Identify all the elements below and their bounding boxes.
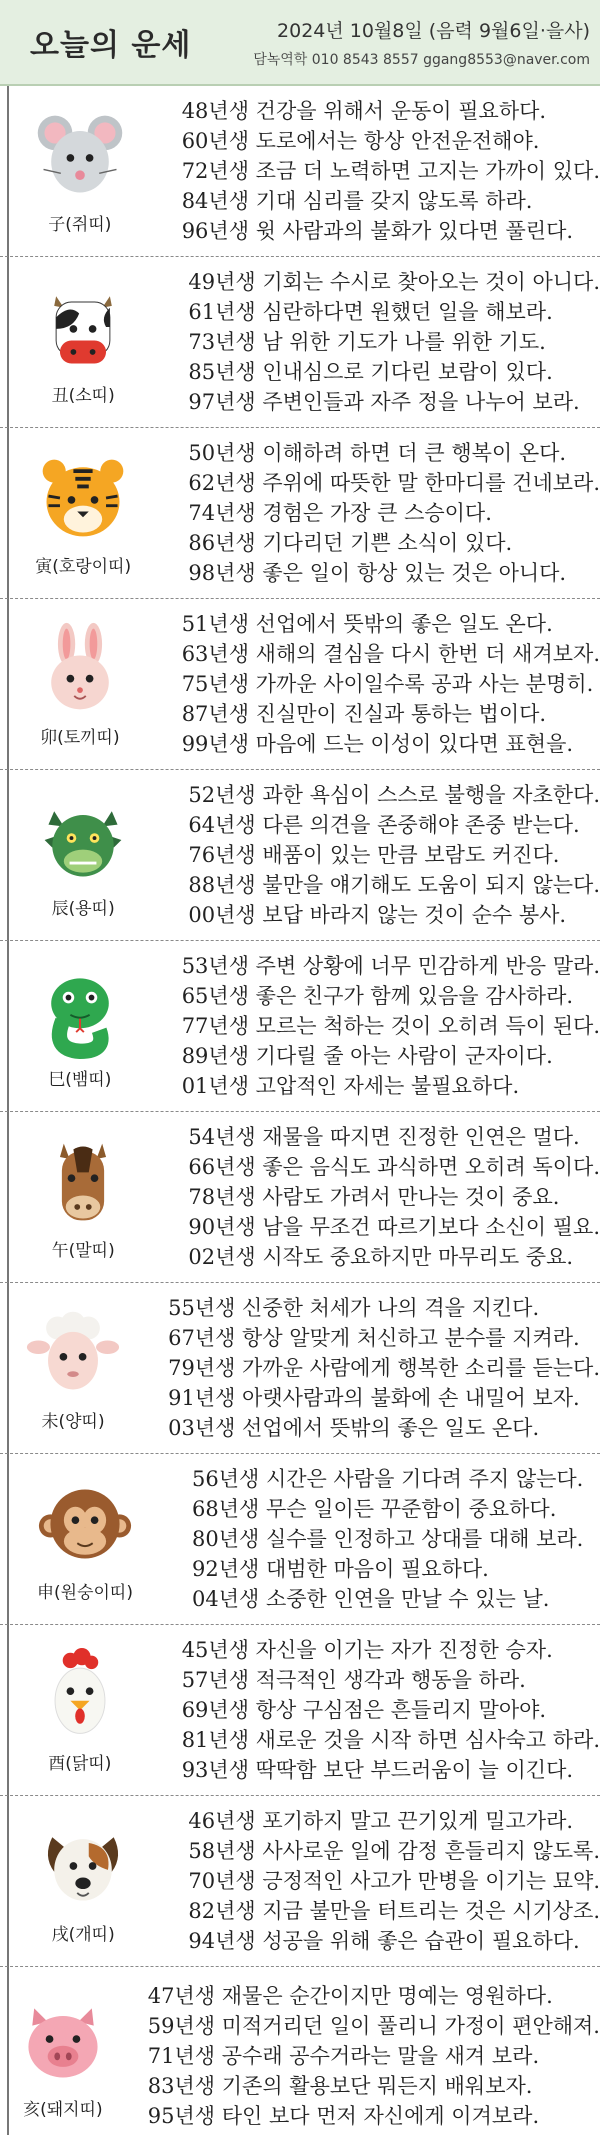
zodiac-label: 卯(토끼띠) xyxy=(40,727,120,748)
fortune-lines xyxy=(166,428,600,598)
zodiac-label: 申(원숭이띠) xyxy=(37,1582,133,1603)
fortune-line: 46년생 포기하지 말고 끈기있게 밀고가라. xyxy=(188,1809,574,1833)
zodiac-row xyxy=(0,1967,600,2145)
fortune-line: 92년생 대범한 마음이 필요하다. xyxy=(192,1557,489,1581)
fortune-line: 76년생 배품이 있는 만큼 보람도 커진다. xyxy=(188,843,560,867)
fortune-line: 99년생 마음에 드는 이성이 있다면 표현을. xyxy=(181,732,574,756)
date-text: 2024년 10월8일 (음력 9월6일·을사) xyxy=(277,19,590,42)
fortune-line: 80년생 실수를 인정하고 상대를 대해 보라. xyxy=(192,1527,584,1551)
fortune-line: 57년생 적극적인 생각과 행동을 하라. xyxy=(181,1668,526,1692)
fortune-line: 71년생 공수래 공수거라는 말을 새겨 보라. xyxy=(147,2044,540,2068)
animal-cell xyxy=(0,428,166,598)
zodiac-row xyxy=(0,428,600,599)
fortune-line: 94년생 성공을 위해 좋은 습관이 필요하다. xyxy=(188,1929,580,1953)
fortune-line: 50년생 이해하려 하면 더 큰 행복이 온다. xyxy=(188,441,567,465)
tiger-icon xyxy=(35,450,131,546)
fortune-line: 89년생 기다릴 줄 아는 사람이 군자이다. xyxy=(181,1044,553,1068)
zodiac-row xyxy=(0,1625,600,1796)
zodiac-row xyxy=(0,599,600,770)
fortune-lines xyxy=(166,1796,600,1966)
fortune-line: 90년생 남을 무조건 따르기보다 소신이 필요. xyxy=(188,1215,600,1239)
fortune-line: 82년생 지금 불만을 터트리는 것은 시기상조. xyxy=(188,1899,600,1923)
zodiac-row xyxy=(0,1796,600,1967)
fortune-lines xyxy=(166,1112,600,1282)
fortune-line: 51년생 선업에서 뜻밖의 좋은 일도 온다. xyxy=(181,612,553,636)
header xyxy=(0,0,600,86)
zodiac-row xyxy=(0,257,600,428)
zodiac-label: 寅(호랑이띠) xyxy=(35,556,132,577)
fortune-line: 88년생 불만을 얘기해도 도움이 되지 않는다. xyxy=(188,873,600,897)
fortune-line: 85년생 인내심으로 기다린 보람이 있다. xyxy=(188,360,553,384)
fortune-line: 81년생 새로운 것을 시작 하면 심사숙고 하라. xyxy=(181,1728,600,1752)
fortune-line: 59년생 미적거리던 일이 풀리니 가정이 편안해져. xyxy=(147,2014,600,2038)
fortune-line: 54년생 재물을 따지면 진정한 인연은 멀다. xyxy=(188,1125,580,1149)
fortune-line: 98년생 좋은 일이 항상 있는 것은 아니다. xyxy=(188,561,567,585)
fortune-line: 93년생 딱딱함 보단 부드러움이 늘 이긴다. xyxy=(181,1758,574,1782)
animal-cell xyxy=(0,1454,170,1624)
fortune-line: 02년생 시작도 중요하지만 마무리도 중요. xyxy=(188,1245,574,1269)
fortune-line: 04년생 소중한 인연을 만날 수 있는 날. xyxy=(192,1587,550,1611)
sheep-icon xyxy=(25,1305,121,1401)
zodiac-label: 戌(개띠) xyxy=(51,1924,115,1945)
zodiac-label: 未(양띠) xyxy=(41,1411,105,1432)
fortune-line: 96년생 윗 사람과의 불화가 있다면 풀린다. xyxy=(181,219,574,243)
zodiac-row xyxy=(0,770,600,941)
fortune-line: 69년생 항상 구심점은 흔들리지 말아야. xyxy=(181,1698,547,1722)
zodiac-list xyxy=(0,86,600,2145)
fortune-line: 79년생 가까운 사람에게 행복한 소리를 듣는다. xyxy=(168,1356,600,1380)
fortune-line: 70년생 긍정적인 사고가 만병을 이기는 묘약. xyxy=(188,1869,600,1893)
fortune-line: 49년생 기회는 수시로 찾아오는 것이 아니다. xyxy=(188,270,600,294)
animal-cell xyxy=(0,1283,146,1453)
fortune-line: 73년생 남 위한 기도가 나를 위한 기도. xyxy=(188,330,546,354)
contact-text: 담녹역학 010 8543 8557 ggang8553@naver.com xyxy=(253,51,590,68)
animal-cell xyxy=(0,770,166,940)
fortune-line: 52년생 과한 욕심이 스스로 불행을 자초한다. xyxy=(188,783,600,807)
fortune-lines xyxy=(170,1454,600,1624)
fortune-line: 91년생 아랫사람과의 불화에 손 내밀어 보자. xyxy=(168,1386,580,1410)
fortune-line: 83년생 기존의 활용보단 뭐든지 배워보자. xyxy=(147,2074,533,2098)
zodiac-label: 子(쥐띠) xyxy=(48,214,112,235)
fortune-lines xyxy=(126,1967,600,2145)
zodiac-label: 巳(뱀띠) xyxy=(48,1069,112,1090)
zodiac-row xyxy=(0,1454,600,1625)
zodiac-row xyxy=(0,1112,600,1283)
fortune-lines xyxy=(160,1625,600,1795)
fortune-line: 75년생 가까운 사이일수록 공과 사는 분명히. xyxy=(181,672,594,696)
fortune-line: 66년생 좋은 음식도 과식하면 오히려 독이다. xyxy=(188,1155,600,1179)
header-info xyxy=(253,0,590,84)
fortune-line: 48년생 건강을 위해서 운동이 필요하다. xyxy=(181,99,547,123)
pig-icon xyxy=(15,1993,111,2089)
fortune-line: 60년생 도로에서는 항상 안전운전해야. xyxy=(181,129,540,153)
fortune-line: 00년생 보답 바라지 않는 것이 순수 봉사. xyxy=(188,903,567,927)
zodiac-label: 辰(용띠) xyxy=(51,898,115,919)
animal-cell xyxy=(0,599,160,769)
ox-icon xyxy=(35,279,131,375)
fortune-line: 84년생 기대 심리를 갖지 않도록 하라. xyxy=(181,189,533,213)
rat-icon xyxy=(32,108,128,204)
animal-cell xyxy=(0,1967,126,2145)
horse-icon xyxy=(35,1134,131,1230)
animal-cell xyxy=(0,1796,166,1966)
fortune-lines xyxy=(146,1283,600,1453)
animal-cell xyxy=(0,941,160,1111)
fortune-lines xyxy=(160,86,600,256)
animal-cell xyxy=(0,1112,166,1282)
fortune-line: 55년생 신중한 처세가 나의 격을 지킨다. xyxy=(168,1296,540,1320)
fortune-lines xyxy=(160,941,600,1111)
zodiac-row xyxy=(0,86,600,257)
fortune-line: 77년생 모르는 척하는 것이 오히려 득이 된다. xyxy=(181,1014,600,1038)
zodiac-label: 亥(돼지띠) xyxy=(23,2099,103,2120)
monkey-icon xyxy=(37,1476,133,1572)
fortune-line: 78년생 사람도 가려서 만나는 것이 중요. xyxy=(188,1185,560,1209)
fortune-line: 65년생 좋은 친구가 함께 있음을 감사하라. xyxy=(181,984,574,1008)
fortune-line: 58년생 사사로운 일에 감정 흔들리지 않도록. xyxy=(188,1839,600,1863)
fortune-line: 53년생 주변 상황에 너무 민감하게 반응 말라. xyxy=(181,954,600,978)
fortune-line: 03년생 선업에서 뜻밖의 좋은 일도 온다. xyxy=(168,1416,540,1440)
dragon-icon xyxy=(35,792,131,888)
rabbit-icon xyxy=(32,621,128,717)
fortune-line: 72년생 조금 더 노력하면 고지는 가까이 있다. xyxy=(181,159,600,183)
page-title: 오늘의 운세 xyxy=(30,28,192,63)
animal-cell xyxy=(0,1625,160,1795)
fortune-line: 64년생 다른 의견을 존중해야 존중 받는다. xyxy=(188,813,580,837)
fortune-line: 62년생 주위에 따뜻한 말 한마디를 건네보라. xyxy=(188,471,600,495)
rooster-icon xyxy=(32,1647,128,1743)
fortune-line: 67년생 항상 알맞게 처신하고 분수를 지켜라. xyxy=(168,1326,580,1350)
fortune-line: 97년생 주변인들과 자주 정을 나누어 보라. xyxy=(188,390,580,414)
fortune-line: 61년생 심란하다면 원했던 일을 해보라. xyxy=(188,300,553,324)
fortune-line: 74년생 경험은 가장 큰 스승이다. xyxy=(188,501,492,525)
fortune-lines xyxy=(166,770,600,940)
fortune-line: 56년생 시간은 사람을 기다려 주지 않는다. xyxy=(192,1467,584,1491)
animal-cell xyxy=(0,257,166,427)
zodiac-row xyxy=(0,941,600,1112)
fortune-lines xyxy=(160,599,600,769)
fortune-line: 47년생 재물은 순간이지만 명예는 영원하다. xyxy=(147,1984,553,2008)
zodiac-label: 午(말띠) xyxy=(51,1240,115,1261)
zodiac-label: 丑(소띠) xyxy=(51,385,115,406)
fortune-line: 95년생 타인 보다 먼저 자신에게 이겨보라. xyxy=(147,2104,540,2128)
fortune-line: 68년생 무슨 일이든 꾸준함이 중요하다. xyxy=(192,1497,557,1521)
zodiac-row xyxy=(0,1283,600,1454)
snake-icon xyxy=(32,963,128,1059)
fortune-line: 01년생 고압적인 자세는 불필요하다. xyxy=(181,1074,520,1098)
fortune-line: 87년생 진실만이 진실과 통하는 법이다. xyxy=(181,702,547,726)
fortune-lines xyxy=(166,257,600,427)
fortune-line: 45년생 자신을 이기는 자가 진정한 승자. xyxy=(181,1638,553,1662)
zodiac-label: 酉(닭띠) xyxy=(48,1753,112,1774)
fortune-line: 63년생 새해의 결심을 다시 한번 더 새겨보자. xyxy=(181,642,600,666)
animal-cell xyxy=(0,86,160,256)
dog-icon xyxy=(35,1818,131,1914)
fortune-line: 86년생 기다리던 기쁜 소식이 있다. xyxy=(188,531,513,555)
